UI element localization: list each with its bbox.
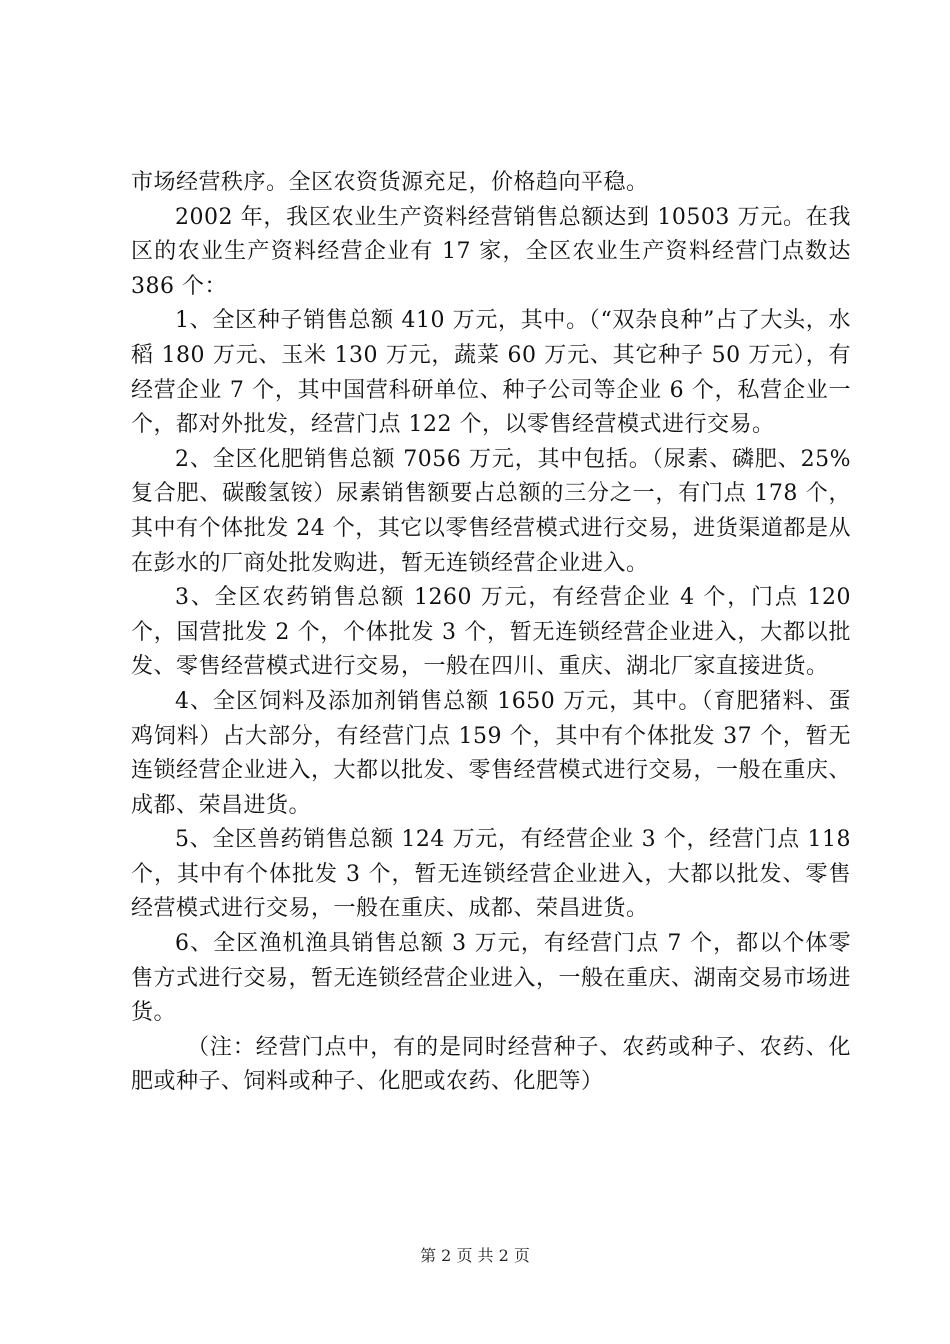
paragraph-summary: 2002 年，我区农业生产资料经营销售总额达到 10503 万元。在我区的农业生产资料经营企业有 17 家，全区农业生产资料经营门点数达 386 个： bbox=[131, 204, 851, 299]
paragraph-seeds: 1、全区种子销售总额 410 万元，其中。（“双杂良种”占了大头，水稻 180 万元、玉米 130 万元，蔬菜 60 万元、其它种子 50 万元），有经营企业 7 个，其中国营科研单位、种子公司等企业 6 个，私营企业一个，都对外批发，经营门点 122 个，以零售经营模式进行交易。 bbox=[131, 308, 851, 438]
paragraph-fishing-gear: 6、全区渔机渔具销售总额 3 万元，有经营门点 7 个，都以个体零售方式进行交易，暂无连锁经营企业进入，一般在重庆、湖南交易市场进货。 bbox=[131, 931, 852, 1026]
document-body bbox=[131, 166, 851, 1100]
page-number-footer: 第 2 页 共 2 页 bbox=[420, 1246, 530, 1265]
paragraph-note: （注：经营门点中，有的是同时经营种子、农药或种子、农药、化肥或种子、饲料或种子、化肥或农药、化肥等） bbox=[131, 1034, 851, 1095]
paragraph-continuation: 市场经营秩序。全区农资货源充足，价格趋向平稳。 bbox=[131, 170, 649, 195]
paragraph-pesticide: 3、全区农药销售总额 1260 万元，有经营企业 4 个，门点 120 个，国营批发 2 个，个体批发 3 个，暂无连锁经营企业进入，大都以批发、零售经营模式进行交易，一般在四川、重庆、湖北厂家直接进货。 bbox=[131, 585, 851, 680]
paragraph-veterinary: 5、全区兽药销售总额 124 万元，有经营企业 3 个，经营门点 118 个，其中有个体批发 3 个，暂无连锁经营企业进入，大都以批发、零售经营模式进行交易，一般在重庆、成都、荣昌进货。 bbox=[131, 827, 851, 922]
paragraph-feed: 4、全区饲料及添加剂销售总额 1650 万元，其中。（育肥猪料、蛋鸡饲料）占大部分，有经营门点 159 个，其中有个体批发 37 个，暂无连锁经营企业进入，大都以批发、零售经营模式进行交易，一般在重庆、成都、荣昌进货。 bbox=[131, 688, 852, 818]
paragraph-fertilizer: 2、全区化肥销售总额 7056 万元，其中包括。（尿素、磷肥、25%复合肥、碳酸氢铵）尿素销售额要占总额的三分之一，有门点 178 个，其中有个体批发 24 个，其它以零售经营模式进行交易，进货渠道都是从在彭水的厂商处批发购进，暂无连锁经营企业进入。 bbox=[131, 446, 851, 576]
